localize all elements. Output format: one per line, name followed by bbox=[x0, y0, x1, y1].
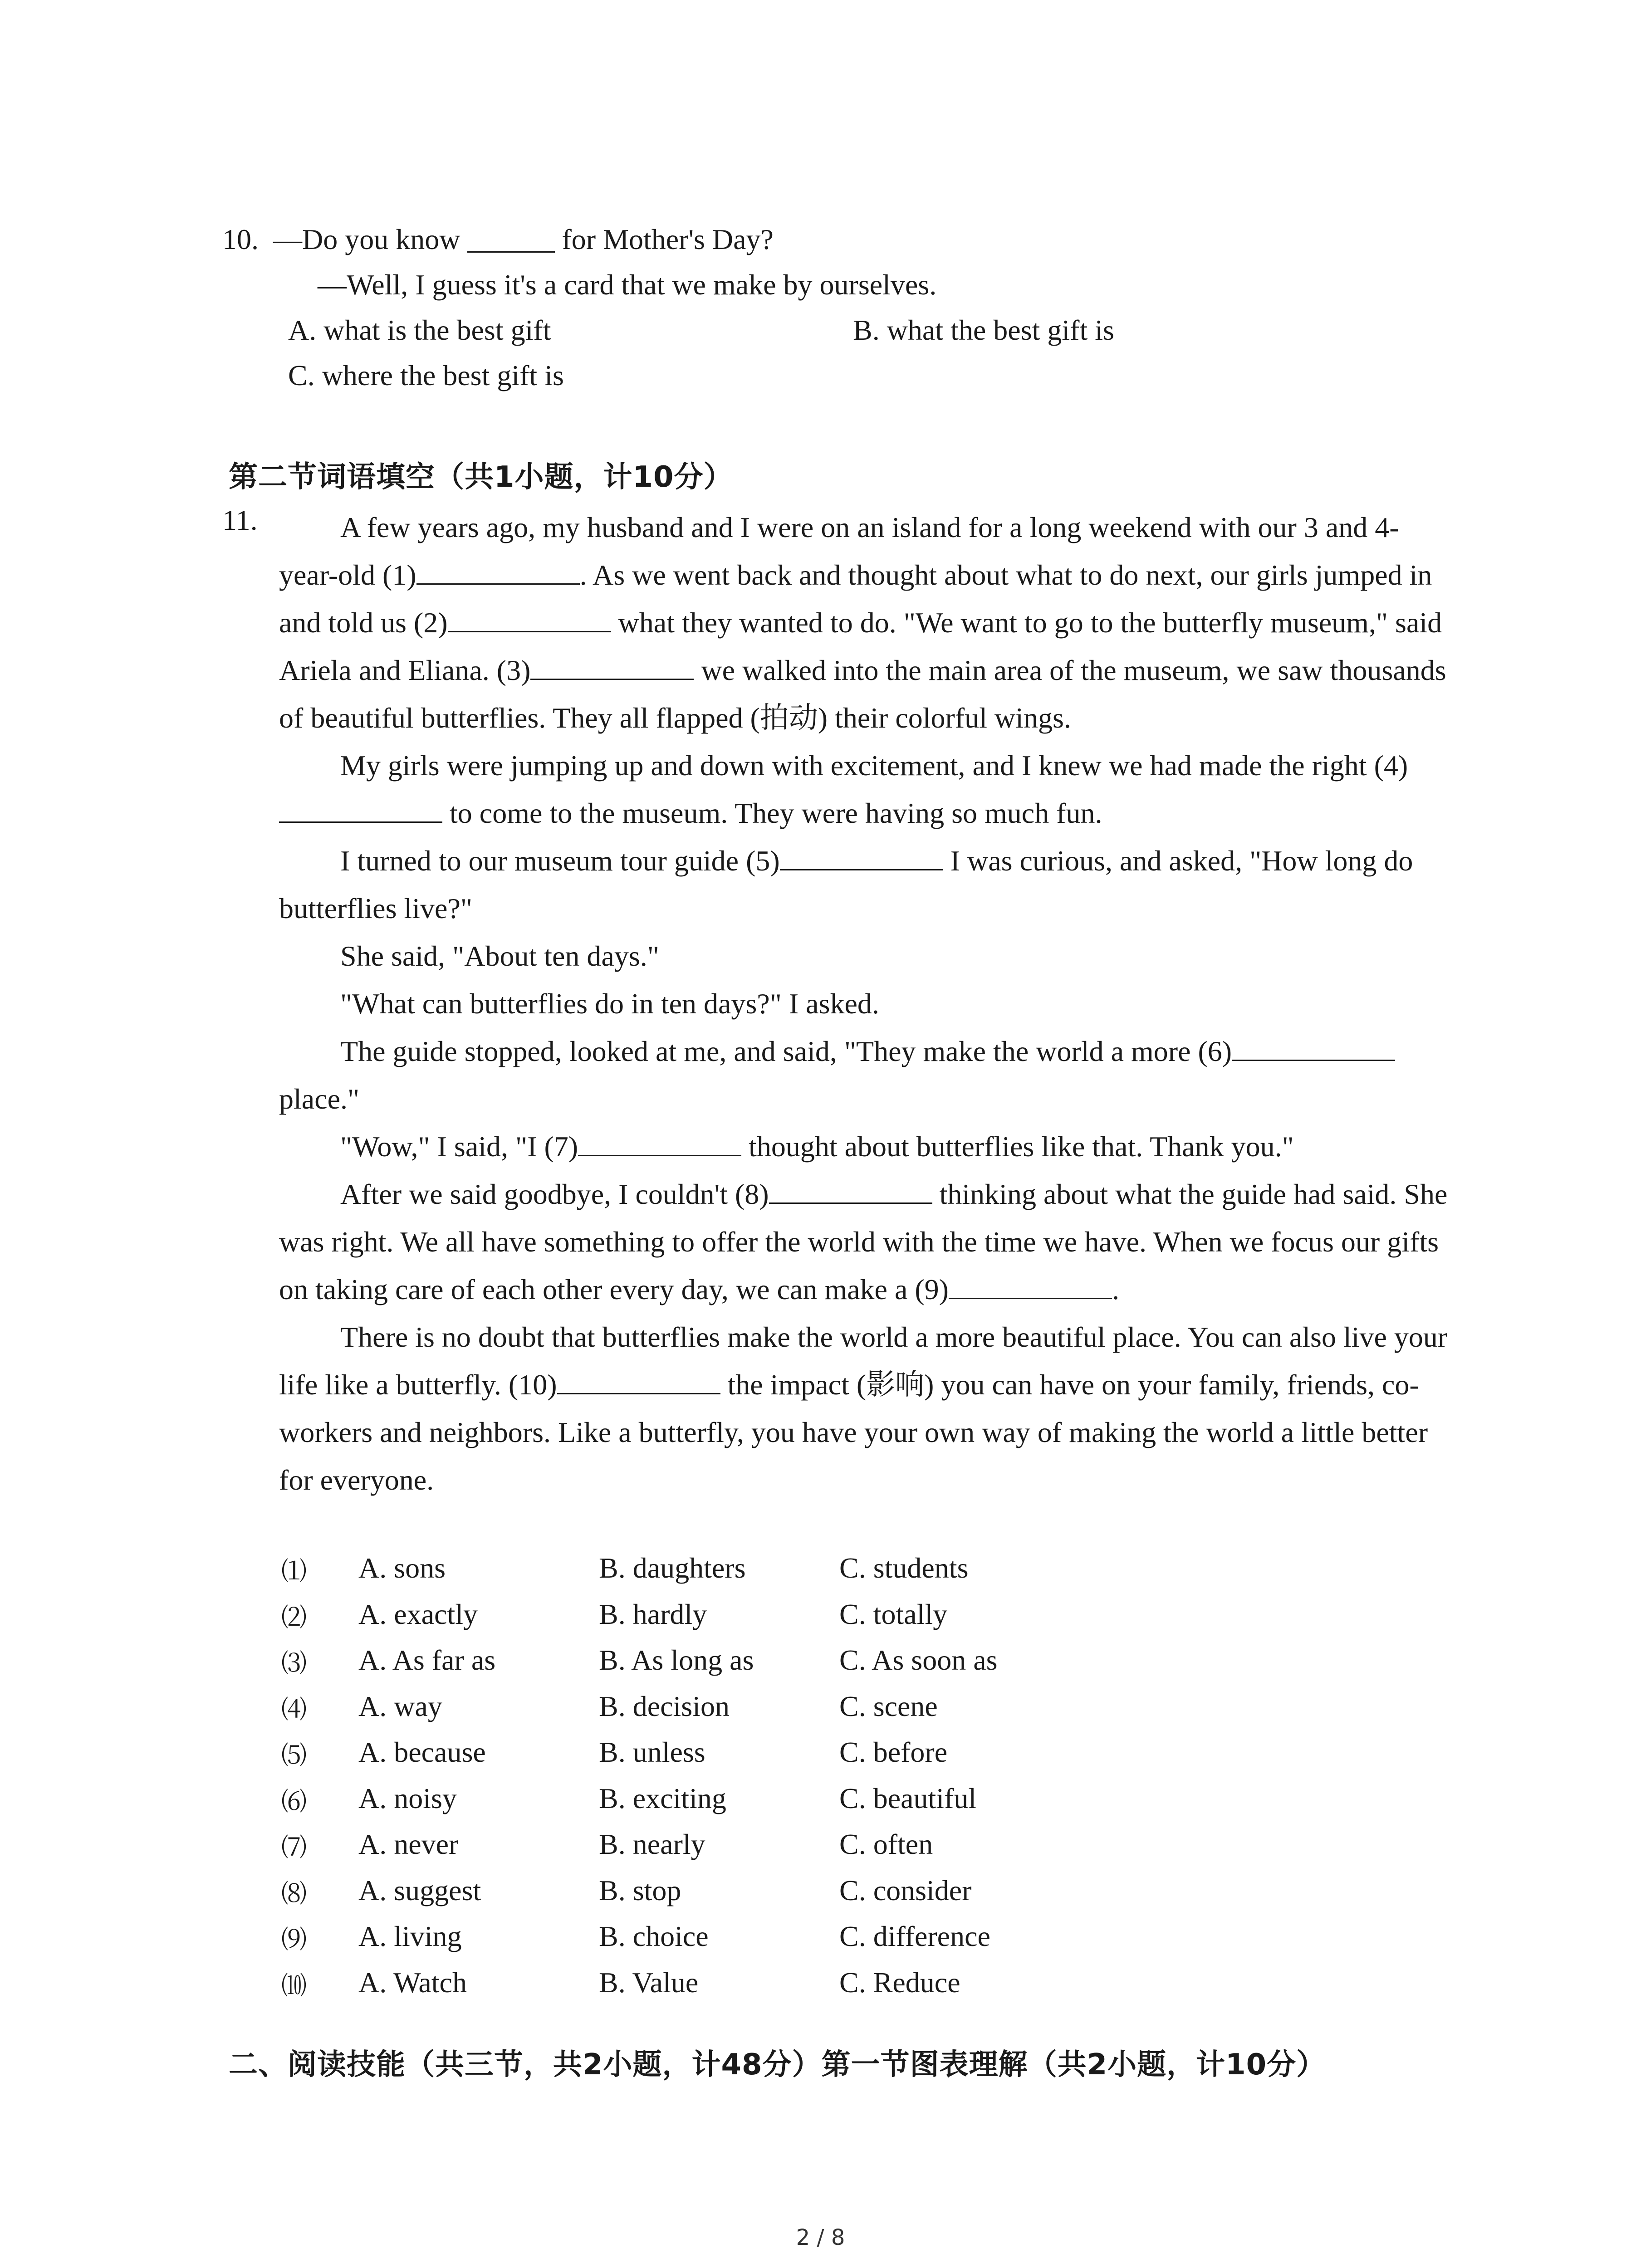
answer-blank[interactable] bbox=[1232, 1032, 1395, 1061]
option-row bbox=[222, 1828, 1220, 1874]
cloze-passage bbox=[279, 503, 1454, 1504]
section-2-heading: 第二节词语填空（共1小题，计10分） bbox=[229, 460, 733, 494]
passage-paragraph bbox=[279, 1170, 1454, 1313]
option-number: ⑼ bbox=[281, 1925, 307, 1955]
option-b[interactable]: B. nearly bbox=[599, 1828, 705, 1860]
option-a[interactable]: A. exactly bbox=[358, 1598, 478, 1630]
option-b[interactable]: B. choice bbox=[599, 1920, 709, 1952]
question-10-option-a[interactable]: A. what is the best gift bbox=[288, 314, 551, 346]
option-row bbox=[222, 1551, 1220, 1598]
option-c[interactable]: C. Reduce bbox=[839, 1966, 960, 1999]
option-c[interactable]: C. often bbox=[839, 1828, 933, 1860]
option-number: ⑻ bbox=[281, 1879, 307, 1909]
passage-paragraph bbox=[279, 1123, 1454, 1170]
option-b[interactable]: B. exciting bbox=[599, 1782, 726, 1814]
option-a[interactable]: A. living bbox=[358, 1920, 462, 1952]
question-10 bbox=[222, 217, 1447, 398]
passage-text: A few years ago, my husband and I were on an island for a long weekend with our 3 and 4-year-old (1) bbox=[279, 511, 1399, 591]
option-number: ⑷ bbox=[281, 1695, 307, 1725]
option-c[interactable]: C. consider bbox=[839, 1874, 972, 1906]
answer-blank[interactable] bbox=[557, 1366, 720, 1394]
passage-paragraph bbox=[279, 503, 1454, 742]
question-11-number: 11. bbox=[222, 504, 258, 536]
option-b[interactable]: B. hardly bbox=[599, 1598, 707, 1630]
passage-text: . bbox=[1112, 1273, 1119, 1305]
passage-text: to come to the museum. They were having so much fun. bbox=[442, 797, 1102, 829]
option-a[interactable]: A. sons bbox=[358, 1552, 446, 1584]
passage-text: thinking about what the guide had said. She was right. We all have something to offer the world with the time we have. When we focus our gifts on taking care of each other every day, we can make a (9) bbox=[279, 1178, 1448, 1305]
answer-blank[interactable] bbox=[769, 1175, 932, 1204]
option-c[interactable]: C. scene bbox=[839, 1690, 938, 1722]
option-b[interactable]: B. As long as bbox=[599, 1644, 754, 1676]
option-c[interactable]: C. beautiful bbox=[839, 1782, 977, 1814]
option-row bbox=[222, 1920, 1220, 1966]
option-a[interactable]: A. Watch bbox=[358, 1966, 467, 1999]
passage-text: "Wow," I said, "I (7) bbox=[340, 1130, 578, 1163]
option-b[interactable]: B. Value bbox=[599, 1966, 699, 1999]
option-b[interactable]: B. stop bbox=[599, 1874, 681, 1906]
passage-text: I was curious, and asked, "How long do butterflies live?" bbox=[279, 845, 1413, 924]
part-2-heading: 二、阅读技能（共三节，共2小题，计48分）第一节图表理解（共2小题，计10分） bbox=[229, 2048, 1326, 2082]
passage-paragraph bbox=[279, 742, 1454, 837]
passage-text: I turned to our museum tour guide (5) bbox=[340, 845, 780, 877]
passage-text: . As we went back and thought about what to do next, our girls jumped in and told us (2) bbox=[279, 559, 1432, 639]
passage-text: the impact (影响) you can have on your family, friends, co-workers and neighbors. Like a butterfly, you have your own way of making the world a little better for everyone. bbox=[279, 1369, 1428, 1496]
passage-text: After we said goodbye, I couldn't (8) bbox=[340, 1178, 769, 1210]
option-row bbox=[222, 1966, 1220, 2012]
passage-text: place." bbox=[279, 1083, 360, 1115]
option-c[interactable]: C. difference bbox=[839, 1920, 990, 1952]
option-a[interactable]: A. As far as bbox=[358, 1644, 496, 1676]
option-number: ⑴ bbox=[281, 1557, 307, 1586]
passage-paragraph bbox=[279, 837, 1454, 932]
option-b[interactable]: B. daughters bbox=[599, 1552, 746, 1584]
option-b[interactable]: B. unless bbox=[599, 1736, 705, 1768]
option-b[interactable]: B. decision bbox=[599, 1690, 730, 1722]
passage-text: My girls were jumping up and down with excitement, and I knew we had made the right (4) bbox=[340, 749, 1408, 782]
option-number: ⑵ bbox=[281, 1603, 307, 1633]
passage-text: The guide stopped, looked at me, and said, "They make the world a more (6) bbox=[340, 1035, 1232, 1067]
answer-blank[interactable] bbox=[780, 842, 943, 870]
question-10-prompt: 10. —Do you know ______ for Mother's Day? bbox=[222, 223, 774, 255]
option-number: ⑹ bbox=[281, 1787, 307, 1817]
passage-paragraph bbox=[279, 1313, 1454, 1504]
option-row bbox=[222, 1735, 1220, 1782]
passage-text: what they wanted to do. "We want to go to the butterfly museum," said Ariela and Eliana. (3) bbox=[279, 606, 1442, 686]
question-10-response: —Well, I guess it's a card that we make by ourselves. bbox=[318, 269, 937, 301]
option-number: ⑽ bbox=[281, 1971, 307, 2001]
option-row bbox=[222, 1782, 1220, 1828]
option-number: ⑸ bbox=[281, 1741, 307, 1770]
option-a[interactable]: A. way bbox=[358, 1690, 442, 1722]
option-row bbox=[222, 1598, 1220, 1644]
cloze-options-list bbox=[222, 1551, 1220, 2012]
answer-blank[interactable] bbox=[279, 794, 442, 823]
option-row bbox=[222, 1643, 1220, 1690]
answer-blank[interactable] bbox=[949, 1271, 1112, 1299]
answer-blank[interactable] bbox=[530, 651, 694, 680]
answer-blank[interactable] bbox=[448, 604, 611, 632]
passage-text: thought about butterflies like that. Thank you." bbox=[741, 1130, 1294, 1163]
page-number: 2 / 8 bbox=[796, 2225, 845, 2250]
option-number: ⑶ bbox=[281, 1649, 307, 1678]
question-10-option-c[interactable]: C. where the best gift is bbox=[288, 359, 564, 391]
option-a[interactable]: A. noisy bbox=[358, 1782, 457, 1814]
option-c[interactable]: C. totally bbox=[839, 1598, 948, 1630]
question-10-options-row2 bbox=[222, 353, 1447, 398]
passage-text: There is no doubt that butterflies make the world a more beautiful place. You can also live your life like a butterfly. (10) bbox=[279, 1321, 1448, 1401]
passage-text: "What can butterflies do in ten days?" I asked. bbox=[340, 987, 879, 1020]
option-a[interactable]: A. suggest bbox=[358, 1874, 481, 1906]
option-a[interactable]: A. because bbox=[358, 1736, 486, 1768]
option-number: ⑺ bbox=[281, 1833, 307, 1862]
question-10-options-row1 bbox=[222, 308, 1447, 353]
passage-text: She said, "About ten days." bbox=[340, 940, 659, 972]
passage-paragraph bbox=[279, 980, 1454, 1027]
passage-paragraph bbox=[279, 1027, 1454, 1123]
answer-blank[interactable] bbox=[578, 1128, 741, 1156]
option-c[interactable]: C. before bbox=[839, 1736, 948, 1768]
passage-text: we walked into the main area of the museum, we saw thousands of beautiful butterflies. They all flapped (拍动) their colorful wings. bbox=[279, 654, 1446, 734]
option-c[interactable]: C. students bbox=[839, 1552, 969, 1584]
option-c[interactable]: C. As soon as bbox=[839, 1644, 998, 1676]
question-10-option-b[interactable]: B. what the best gift is bbox=[853, 314, 1114, 346]
answer-blank[interactable] bbox=[416, 556, 580, 585]
option-row bbox=[222, 1874, 1220, 1920]
passage-paragraph bbox=[279, 932, 1454, 980]
option-row bbox=[222, 1690, 1220, 1736]
option-a[interactable]: A. never bbox=[358, 1828, 459, 1860]
